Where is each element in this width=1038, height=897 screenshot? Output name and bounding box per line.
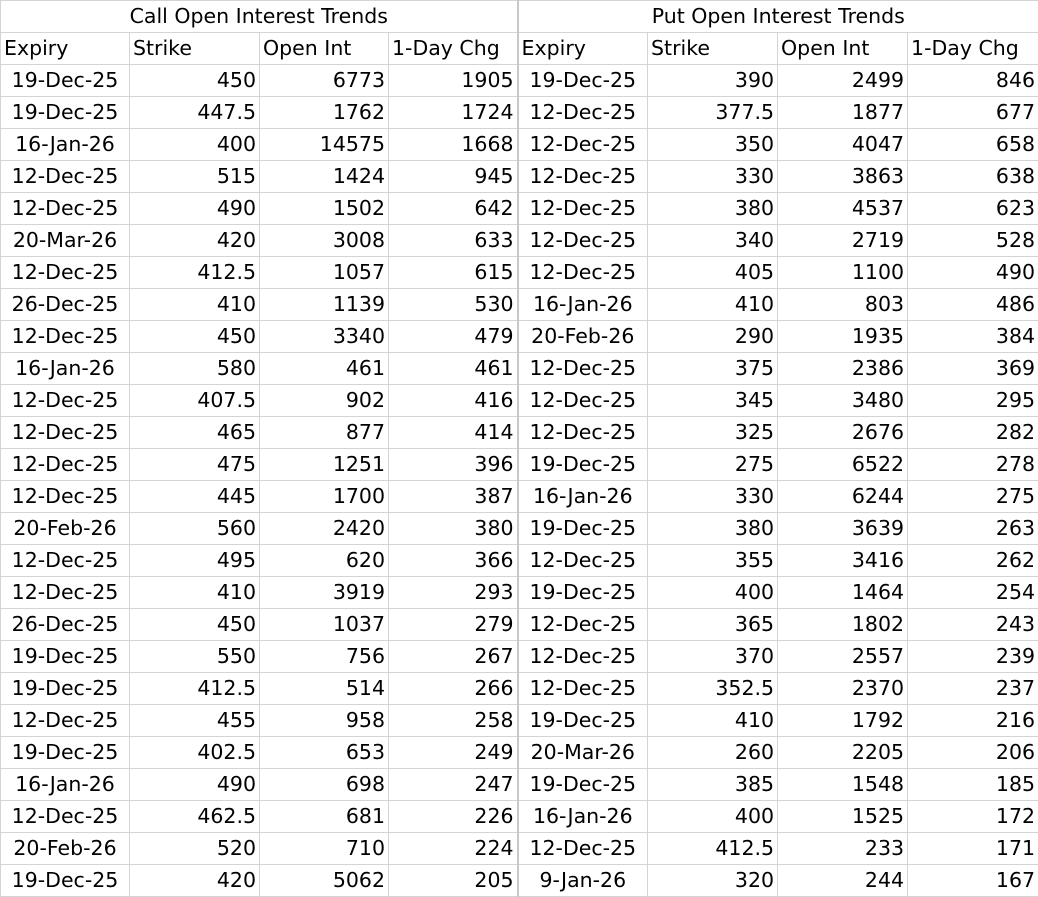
call-strike-cell[interactable]: 420 [130, 225, 260, 257]
call-strike-cell[interactable]: 490 [130, 193, 260, 225]
call-strike-cell[interactable]: 580 [130, 353, 260, 385]
put-open-int-cell[interactable]: 233 [778, 833, 908, 865]
put-open-int-cell[interactable]: 1802 [778, 609, 908, 641]
put-strike-cell[interactable]: 355 [648, 545, 778, 577]
put-strike-cell[interactable]: 390 [648, 65, 778, 97]
put-strike-cell[interactable]: 375 [648, 353, 778, 385]
put-1-day-chg-cell[interactable]: 282 [908, 417, 1038, 449]
table-row [1, 609, 1038, 641]
put-strike-cell[interactable]: 370 [648, 641, 778, 673]
call-expiry-cell[interactable]: 19-Dec-25 [1, 865, 130, 897]
call-expiry-cell[interactable]: 12-Dec-25 [1, 257, 130, 289]
put-1-day-chg-cell[interactable]: 185 [908, 769, 1038, 801]
put-expiry-cell[interactable]: 20-Mar-26 [518, 737, 648, 769]
put-open-int-cell[interactable]: 1100 [778, 257, 908, 289]
call-open-int-cell[interactable]: 3919 [260, 577, 389, 609]
put-open-int-cell[interactable]: 3639 [778, 513, 908, 545]
put-1-day-chg-cell[interactable]: 243 [908, 609, 1038, 641]
put-strike-cell[interactable]: 330 [648, 161, 778, 193]
put-strike-cell[interactable]: 320 [648, 865, 778, 897]
call-open-int-cell[interactable]: 3008 [260, 225, 389, 257]
call-open-int-cell[interactable]: 1502 [260, 193, 389, 225]
put-strike-cell[interactable]: 290 [648, 321, 778, 353]
put-open-int-cell[interactable]: 1464 [778, 577, 908, 609]
call-open-int-cell[interactable]: 1139 [260, 289, 389, 321]
put-open-int-cell[interactable]: 1792 [778, 705, 908, 737]
put-open-int-cell[interactable]: 2370 [778, 673, 908, 705]
call-expiry-cell[interactable]: 20-Mar-26 [1, 225, 130, 257]
put-1-day-chg-cell[interactable]: 623 [908, 193, 1038, 225]
put-strike-cell[interactable]: 325 [648, 417, 778, 449]
table-row [1, 129, 1038, 161]
call-expiry-cell[interactable]: 12-Dec-25 [1, 385, 130, 417]
put-1-day-chg-cell[interactable]: 278 [908, 449, 1038, 481]
call-open-int-cell[interactable]: 3340 [260, 321, 389, 353]
table-row [1, 673, 1038, 705]
put-open-int-cell[interactable]: 244 [778, 865, 908, 897]
call-open-int-cell[interactable]: 14575 [260, 129, 389, 161]
call-open-int-cell[interactable]: 958 [260, 705, 389, 737]
put-open-int-cell[interactable]: 2719 [778, 225, 908, 257]
call-strike-cell[interactable]: 490 [130, 769, 260, 801]
call-1-day-chg-cell[interactable]: 387 [389, 481, 518, 513]
call-open-int-cell[interactable]: 756 [260, 641, 389, 673]
call-open-int-cell[interactable]: 620 [260, 545, 389, 577]
put-1-day-chg-cell[interactable]: 171 [908, 833, 1038, 865]
put-open-int-cell[interactable]: 2386 [778, 353, 908, 385]
call-expiry-cell[interactable]: 19-Dec-25 [1, 65, 130, 97]
put-1-day-chg-cell[interactable]: 239 [908, 641, 1038, 673]
call-strike-cell[interactable]: 420 [130, 865, 260, 897]
call-expiry-cell[interactable]: 16-Jan-26 [1, 353, 130, 385]
put-open-int-cell[interactable]: 6244 [778, 481, 908, 513]
put-open-int-cell[interactable]: 4537 [778, 193, 908, 225]
put-1-day-chg-cell[interactable]: 490 [908, 257, 1038, 289]
put-open-int-cell[interactable]: 1935 [778, 321, 908, 353]
call-strike-cell[interactable]: 450 [130, 65, 260, 97]
call-1-day-chg-cell[interactable]: 205 [389, 865, 518, 897]
call-strike-cell[interactable]: 520 [130, 833, 260, 865]
put-1-day-chg-cell[interactable]: 658 [908, 129, 1038, 161]
call-strike-cell[interactable]: 402.5 [130, 737, 260, 769]
call-1-day-chg-cell[interactable]: 366 [389, 545, 518, 577]
put-1-day-chg-cell[interactable]: 295 [908, 385, 1038, 417]
call-open-int-cell[interactable]: 653 [260, 737, 389, 769]
put-expiry-cell[interactable]: 20-Feb-26 [518, 321, 648, 353]
call-open-int-cell[interactable]: 1037 [260, 609, 389, 641]
put-expiry-cell[interactable]: 19-Dec-25 [518, 449, 648, 481]
put-expiry-cell[interactable]: 12-Dec-25 [518, 545, 648, 577]
call-open-int-cell[interactable]: 1762 [260, 97, 389, 129]
table-row [1, 769, 1038, 801]
call-section-title[interactable]: Call Open Interest Trends [1, 1, 518, 33]
put-strike-cell[interactable]: 380 [648, 193, 778, 225]
call-expiry-cell[interactable]: 16-Jan-26 [1, 129, 130, 161]
put-1-day-chg-cell[interactable]: 262 [908, 545, 1038, 577]
call-expiry-cell[interactable]: 26-Dec-25 [1, 609, 130, 641]
put-strike-cell[interactable]: 340 [648, 225, 778, 257]
call-strike-cell[interactable]: 495 [130, 545, 260, 577]
put-strike-cell[interactable]: 410 [648, 705, 778, 737]
call-open-int-cell[interactable]: 6773 [260, 65, 389, 97]
put-1-day-chg-cell[interactable]: 486 [908, 289, 1038, 321]
call-expiry-cell[interactable]: 12-Dec-25 [1, 705, 130, 737]
call-1-day-chg-cell[interactable]: 530 [389, 289, 518, 321]
call-strike-cell[interactable]: 450 [130, 321, 260, 353]
put-open-int-cell[interactable]: 1525 [778, 801, 908, 833]
put-strike-cell[interactable]: 410 [648, 289, 778, 321]
call-1-day-chg-cell[interactable]: 479 [389, 321, 518, 353]
put-open-int-cell[interactable]: 2499 [778, 65, 908, 97]
call-expiry-cell[interactable]: 12-Dec-25 [1, 193, 130, 225]
put-strike-cell[interactable]: 400 [648, 577, 778, 609]
table-row [1, 193, 1038, 225]
table-row [1, 257, 1038, 289]
put-1-day-chg-cell[interactable]: 172 [908, 801, 1038, 833]
table-row [1, 577, 1038, 609]
call-1-day-chg-cell[interactable]: 414 [389, 417, 518, 449]
call-1-day-chg-cell[interactable]: 615 [389, 257, 518, 289]
call-header-1-day-chg[interactable]: 1-Day Chg [389, 33, 518, 65]
call-1-day-chg-cell[interactable]: 226 [389, 801, 518, 833]
put-expiry-cell[interactable]: 12-Dec-25 [518, 833, 648, 865]
put-open-int-cell[interactable]: 2557 [778, 641, 908, 673]
table-row [1, 737, 1038, 769]
put-expiry-cell[interactable]: 19-Dec-25 [518, 513, 648, 545]
put-expiry-cell[interactable]: 12-Dec-25 [518, 193, 648, 225]
call-open-int-cell[interactable]: 710 [260, 833, 389, 865]
put-header-open-int[interactable]: Open Int [778, 33, 908, 65]
call-1-day-chg-cell[interactable]: 224 [389, 833, 518, 865]
call-strike-cell[interactable]: 475 [130, 449, 260, 481]
put-1-day-chg-cell[interactable]: 254 [908, 577, 1038, 609]
table-row [1, 641, 1038, 673]
put-1-day-chg-cell[interactable]: 263 [908, 513, 1038, 545]
call-1-day-chg-cell[interactable]: 1668 [389, 129, 518, 161]
call-open-int-cell[interactable]: 514 [260, 673, 389, 705]
call-strike-cell[interactable]: 447.5 [130, 97, 260, 129]
call-strike-cell[interactable]: 515 [130, 161, 260, 193]
call-open-int-cell[interactable]: 698 [260, 769, 389, 801]
table-row [1, 865, 1038, 897]
put-1-day-chg-cell[interactable]: 275 [908, 481, 1038, 513]
table-row [1, 161, 1038, 193]
table-row [1, 353, 1038, 385]
call-strike-cell[interactable]: 410 [130, 577, 260, 609]
call-expiry-cell[interactable]: 12-Dec-25 [1, 577, 130, 609]
put-strike-cell[interactable]: 385 [648, 769, 778, 801]
call-expiry-cell[interactable]: 12-Dec-25 [1, 321, 130, 353]
put-expiry-cell[interactable]: 16-Jan-26 [518, 801, 648, 833]
put-1-day-chg-cell[interactable]: 167 [908, 865, 1038, 897]
put-strike-cell[interactable]: 275 [648, 449, 778, 481]
call-1-day-chg-cell[interactable]: 293 [389, 577, 518, 609]
call-expiry-cell[interactable]: 12-Dec-25 [1, 417, 130, 449]
call-1-day-chg-cell[interactable]: 396 [389, 449, 518, 481]
call-open-int-cell[interactable]: 461 [260, 353, 389, 385]
call-header-expiry[interactable]: Expiry [1, 33, 130, 65]
call-open-int-cell[interactable]: 1424 [260, 161, 389, 193]
call-strike-cell[interactable]: 465 [130, 417, 260, 449]
call-open-int-cell[interactable]: 2420 [260, 513, 389, 545]
put-1-day-chg-cell[interactable]: 369 [908, 353, 1038, 385]
call-1-day-chg-cell[interactable]: 249 [389, 737, 518, 769]
table-row [1, 481, 1038, 513]
call-expiry-cell[interactable]: 20-Feb-26 [1, 833, 130, 865]
put-expiry-cell[interactable]: 19-Dec-25 [518, 705, 648, 737]
call-strike-cell[interactable]: 412.5 [130, 673, 260, 705]
call-open-int-cell[interactable]: 1700 [260, 481, 389, 513]
put-strike-cell[interactable]: 350 [648, 129, 778, 161]
call-strike-cell[interactable]: 455 [130, 705, 260, 737]
call-strike-cell[interactable]: 445 [130, 481, 260, 513]
put-1-day-chg-cell[interactable]: 384 [908, 321, 1038, 353]
call-expiry-cell[interactable]: 12-Dec-25 [1, 545, 130, 577]
call-expiry-cell[interactable]: 12-Dec-25 [1, 449, 130, 481]
put-open-int-cell[interactable]: 1548 [778, 769, 908, 801]
put-expiry-cell[interactable]: 12-Dec-25 [518, 161, 648, 193]
put-expiry-cell[interactable]: 12-Dec-25 [518, 673, 648, 705]
table-row [1, 801, 1038, 833]
call-1-day-chg-cell[interactable]: 1905 [389, 65, 518, 97]
put-expiry-cell[interactable]: 12-Dec-25 [518, 609, 648, 641]
put-expiry-cell[interactable]: 12-Dec-25 [518, 641, 648, 673]
call-1-day-chg-cell[interactable]: 416 [389, 385, 518, 417]
call-1-day-chg-cell[interactable]: 380 [389, 513, 518, 545]
put-strike-cell[interactable]: 330 [648, 481, 778, 513]
call-open-int-cell[interactable]: 1251 [260, 449, 389, 481]
call-open-int-cell[interactable]: 1057 [260, 257, 389, 289]
call-1-day-chg-cell[interactable]: 945 [389, 161, 518, 193]
put-open-int-cell[interactable]: 2205 [778, 737, 908, 769]
put-open-int-cell[interactable]: 3480 [778, 385, 908, 417]
put-open-int-cell[interactable]: 803 [778, 289, 908, 321]
call-header-open-int[interactable]: Open Int [260, 33, 389, 65]
call-open-int-cell[interactable]: 5062 [260, 865, 389, 897]
call-expiry-cell[interactable]: 19-Dec-25 [1, 641, 130, 673]
call-strike-cell[interactable]: 462.5 [130, 801, 260, 833]
call-open-int-cell[interactable]: 681 [260, 801, 389, 833]
put-header-expiry[interactable]: Expiry [518, 33, 648, 65]
table-row [1, 97, 1038, 129]
call-expiry-cell[interactable]: 12-Dec-25 [1, 161, 130, 193]
table-row [1, 417, 1038, 449]
put-1-day-chg-cell[interactable]: 216 [908, 705, 1038, 737]
put-1-day-chg-cell[interactable]: 677 [908, 97, 1038, 129]
put-open-int-cell[interactable]: 3416 [778, 545, 908, 577]
table-row [1, 289, 1038, 321]
call-strike-cell[interactable]: 400 [130, 129, 260, 161]
put-strike-cell[interactable]: 365 [648, 609, 778, 641]
call-expiry-cell[interactable]: 19-Dec-25 [1, 737, 130, 769]
put-open-int-cell[interactable]: 1877 [778, 97, 908, 129]
put-strike-cell[interactable]: 345 [648, 385, 778, 417]
call-expiry-cell[interactable]: 20-Feb-26 [1, 513, 130, 545]
put-expiry-cell[interactable]: 12-Dec-25 [518, 225, 648, 257]
put-open-int-cell[interactable]: 3863 [778, 161, 908, 193]
title-row [1, 1, 1038, 33]
put-expiry-cell[interactable]: 12-Dec-25 [518, 97, 648, 129]
put-strike-cell[interactable]: 400 [648, 801, 778, 833]
call-expiry-cell[interactable]: 12-Dec-25 [1, 801, 130, 833]
header-row [1, 33, 1038, 65]
table-row [1, 449, 1038, 481]
call-1-day-chg-cell[interactable]: 266 [389, 673, 518, 705]
table-row [1, 545, 1038, 577]
put-expiry-cell[interactable]: 12-Dec-25 [518, 353, 648, 385]
call-header-strike[interactable]: Strike [130, 33, 260, 65]
table-row [1, 225, 1038, 257]
call-expiry-cell[interactable]: 16-Jan-26 [1, 769, 130, 801]
call-expiry-cell[interactable]: 19-Dec-25 [1, 673, 130, 705]
put-expiry-cell[interactable]: 12-Dec-25 [518, 385, 648, 417]
put-expiry-cell[interactable]: 9-Jan-26 [518, 865, 648, 897]
put-1-day-chg-cell[interactable]: 846 [908, 65, 1038, 97]
call-strike-cell[interactable]: 412.5 [130, 257, 260, 289]
table-row [1, 65, 1038, 97]
put-expiry-cell[interactable]: 16-Jan-26 [518, 481, 648, 513]
table-row [1, 705, 1038, 737]
call-1-day-chg-cell[interactable]: 247 [389, 769, 518, 801]
put-strike-cell[interactable]: 380 [648, 513, 778, 545]
put-open-int-cell[interactable]: 6522 [778, 449, 908, 481]
call-1-day-chg-cell[interactable]: 1724 [389, 97, 518, 129]
table-row [1, 321, 1038, 353]
put-expiry-cell[interactable]: 12-Dec-25 [518, 257, 648, 289]
put-1-day-chg-cell[interactable]: 528 [908, 225, 1038, 257]
put-expiry-cell[interactable]: 12-Dec-25 [518, 129, 648, 161]
put-1-day-chg-cell[interactable]: 237 [908, 673, 1038, 705]
put-1-day-chg-cell[interactable]: 206 [908, 737, 1038, 769]
put-strike-cell[interactable]: 260 [648, 737, 778, 769]
put-expiry-cell[interactable]: 19-Dec-25 [518, 577, 648, 609]
call-open-int-cell[interactable]: 877 [260, 417, 389, 449]
put-expiry-cell[interactable]: 19-Dec-25 [518, 769, 648, 801]
call-strike-cell[interactable]: 410 [130, 289, 260, 321]
call-1-day-chg-cell[interactable]: 461 [389, 353, 518, 385]
put-open-int-cell[interactable]: 4047 [778, 129, 908, 161]
put-header-1-day-chg[interactable]: 1-Day Chg [908, 33, 1038, 65]
call-1-day-chg-cell[interactable]: 258 [389, 705, 518, 737]
call-strike-cell[interactable]: 560 [130, 513, 260, 545]
call-1-day-chg-cell[interactable]: 267 [389, 641, 518, 673]
put-1-day-chg-cell[interactable]: 638 [908, 161, 1038, 193]
put-open-int-cell[interactable]: 2676 [778, 417, 908, 449]
call-1-day-chg-cell[interactable]: 642 [389, 193, 518, 225]
put-strike-cell[interactable]: 352.5 [648, 673, 778, 705]
call-strike-cell[interactable]: 407.5 [130, 385, 260, 417]
put-strike-cell[interactable]: 412.5 [648, 833, 778, 865]
call-expiry-cell[interactable]: 19-Dec-25 [1, 97, 130, 129]
table-row [1, 833, 1038, 865]
put-expiry-cell[interactable]: 16-Jan-26 [518, 289, 648, 321]
table-row [1, 385, 1038, 417]
table-row [1, 513, 1038, 545]
call-1-day-chg-cell[interactable]: 633 [389, 225, 518, 257]
put-section-title[interactable]: Put Open Interest Trends [518, 1, 1038, 33]
call-expiry-cell[interactable]: 26-Dec-25 [1, 289, 130, 321]
call-1-day-chg-cell[interactable]: 279 [389, 609, 518, 641]
put-header-strike[interactable]: Strike [648, 33, 778, 65]
call-open-int-cell[interactable]: 902 [260, 385, 389, 417]
put-expiry-cell[interactable]: 19-Dec-25 [518, 65, 648, 97]
call-expiry-cell[interactable]: 12-Dec-25 [1, 481, 130, 513]
put-strike-cell[interactable]: 405 [648, 257, 778, 289]
call-strike-cell[interactable]: 450 [130, 609, 260, 641]
call-strike-cell[interactable]: 550 [130, 641, 260, 673]
put-strike-cell[interactable]: 377.5 [648, 97, 778, 129]
put-expiry-cell[interactable]: 12-Dec-25 [518, 417, 648, 449]
